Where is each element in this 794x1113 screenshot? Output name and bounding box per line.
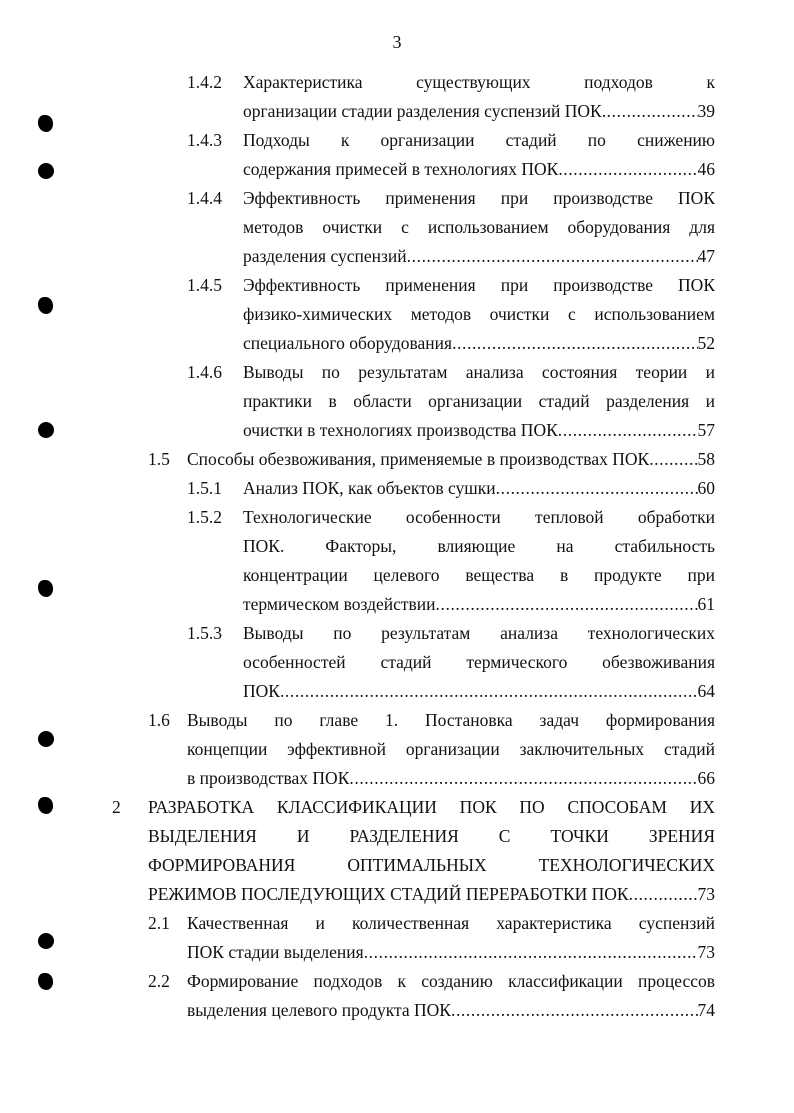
toc-entry-number: 1.6 bbox=[148, 710, 170, 730]
toc-entry-page: 74 bbox=[697, 1000, 715, 1020]
toc-entry-number: 1.5.2 bbox=[187, 507, 222, 527]
dot-leader bbox=[602, 97, 698, 126]
toc-entry-title-line: концентрации целевого вещества в продукте при bbox=[243, 565, 715, 585]
toc-entry[interactable] bbox=[0, 503, 794, 619]
toc-entry-title-line: физико-химических методов очистки с использованием bbox=[243, 304, 715, 324]
dot-leader bbox=[558, 155, 697, 184]
page-number: 3 bbox=[392, 32, 402, 52]
toc-entry-title-line: Анализ ПОК, как объектов сушки bbox=[243, 478, 496, 498]
toc-entry-title-line: Выводы по результатам анализа состояния теории и bbox=[243, 362, 715, 382]
toc-entry-number: 2.1 bbox=[148, 913, 170, 933]
toc-entry-page: 52 bbox=[697, 333, 715, 353]
toc-entry-page: 60 bbox=[697, 478, 715, 498]
toc-entry[interactable] bbox=[0, 184, 794, 271]
toc-entry-title-line: содержания примесей в технологиях ПОК bbox=[243, 159, 559, 179]
toc-entry-page: 58 bbox=[697, 449, 715, 469]
toc-entry-title-line: ПОК bbox=[243, 681, 280, 701]
toc-entry-title-line: ПОК. Факторы, влияющие на стабильность bbox=[243, 536, 715, 556]
toc-entry-title-line: Эффективность применения при производстве ПОК bbox=[243, 275, 715, 295]
toc-entry-title-line: РЕЖИМОВ ПОСЛЕДУЮЩИХ СТАДИЙ ПЕРЕРАБОТКИ ПОК bbox=[148, 884, 629, 904]
toc-entry-title-line: Выводы по результатам анализа технологических bbox=[243, 623, 715, 643]
toc-entry-title-line: Эффективность применения при производстве ПОК bbox=[243, 188, 715, 208]
dot-leader bbox=[436, 590, 698, 619]
toc-entry-title-line: РАЗРАБОТКА КЛАССИФИКАЦИИ ПОК ПО СПОСОБАМ ИХ bbox=[148, 797, 715, 817]
toc-entry-title-line: выделения целевого продукта ПОК bbox=[187, 1000, 451, 1020]
toc-entry-page: 73 bbox=[697, 884, 715, 904]
toc-entry[interactable] bbox=[0, 793, 794, 909]
toc-entry-title-line: Формирование подходов к созданию классификации процессов bbox=[187, 971, 715, 991]
toc-entry-title-line: практики в области организации стадий разделения и bbox=[243, 391, 715, 411]
dot-leader bbox=[496, 474, 698, 503]
toc-entry[interactable] bbox=[0, 967, 794, 1025]
toc-entry-number: 1.4.4 bbox=[187, 188, 222, 208]
toc-entry-number: 1.4.5 bbox=[187, 275, 222, 295]
toc-entry-title-line: Характеристика существующих подходов к bbox=[243, 72, 715, 92]
toc-entry-title-line: в производствах ПОК bbox=[187, 768, 350, 788]
toc-entry-title-line: Качественная и количественная характеристика суспензий bbox=[187, 913, 715, 933]
toc-entry-page: 73 bbox=[697, 942, 715, 962]
toc-entry[interactable] bbox=[0, 271, 794, 358]
toc-entry-title-line: методов очистки с использованием оборудования для bbox=[243, 217, 715, 237]
toc-entry-number: 1.5 bbox=[148, 449, 170, 469]
toc-entry-number: 1.4.6 bbox=[187, 362, 222, 382]
toc-entry-number: 1.4.2 bbox=[187, 72, 222, 92]
toc-entry-title-line: термическом воздействии bbox=[243, 594, 436, 614]
toc-entry-title-line: очистки в технологиях производства ПОК bbox=[243, 420, 558, 440]
toc-entry-title-line: ФОРМИРОВАНИЯ ОПТИМАЛЬНЫХ ТЕХНОЛОГИЧЕСКИХ bbox=[148, 855, 715, 875]
toc-entry-title-line: особенностей стадий термического обезвоживания bbox=[243, 652, 715, 672]
toc-entry-number: 2.2 bbox=[148, 971, 170, 991]
dot-leader bbox=[407, 242, 698, 271]
toc-entry[interactable] bbox=[0, 474, 794, 503]
toc-entry-title-line: разделения суспензий bbox=[243, 246, 407, 266]
toc-entry-title-line: Способы обезвоживания, применяемые в производствах ПОК bbox=[187, 449, 650, 469]
toc-entry-page: 57 bbox=[697, 420, 715, 440]
toc-entry[interactable] bbox=[0, 126, 794, 184]
toc-entry-title-line: Подходы к организации стадий по снижению bbox=[243, 130, 715, 150]
toc-entry[interactable] bbox=[0, 909, 794, 967]
toc-entry-title-line: Технологические особенности тепловой обработки bbox=[243, 507, 715, 527]
dot-leader bbox=[364, 938, 698, 967]
toc-entry-title-line: концепции эффективной организации заключительных стадий bbox=[187, 739, 715, 759]
dot-leader bbox=[629, 880, 698, 909]
dot-leader bbox=[451, 996, 698, 1025]
toc-entry-number: 1.4.3 bbox=[187, 130, 222, 150]
toc-entry-title-line: ПОК стадии выделения bbox=[187, 942, 364, 962]
toc-entry-title-line: специального оборудования bbox=[243, 333, 453, 353]
toc-entry[interactable] bbox=[0, 706, 794, 793]
dot-leader bbox=[558, 416, 698, 445]
toc-entry-number: 1.5.3 bbox=[187, 623, 222, 643]
toc-entry-page: 46 bbox=[697, 159, 715, 179]
dot-leader bbox=[452, 329, 697, 358]
dot-leader bbox=[280, 677, 698, 706]
toc-entry[interactable] bbox=[0, 68, 794, 126]
dot-leader bbox=[649, 445, 697, 474]
table-of-contents bbox=[0, 68, 794, 1025]
toc-entry-page: 61 bbox=[697, 594, 715, 614]
toc-entry[interactable] bbox=[0, 445, 794, 474]
toc-entry-title-line: ВЫДЕЛЕНИЯ И РАЗДЕЛЕНИЯ С ТОЧКИ ЗРЕНИЯ bbox=[148, 826, 715, 846]
toc-entry-title-line: организации стадии разделения суспензий ПОК bbox=[243, 101, 602, 121]
toc-entry[interactable] bbox=[0, 358, 794, 445]
toc-entry[interactable] bbox=[0, 619, 794, 706]
toc-entry-title-line: Выводы по главе 1. Постановка задач формирования bbox=[187, 710, 715, 730]
dot-leader bbox=[349, 764, 697, 793]
toc-entry-page: 66 bbox=[697, 768, 715, 788]
toc-entry-page: 39 bbox=[697, 101, 715, 121]
toc-entry-number: 2 bbox=[112, 797, 121, 817]
toc-entry-page: 47 bbox=[697, 246, 715, 266]
toc-entry-page: 64 bbox=[697, 681, 715, 701]
toc-entry-number: 1.5.1 bbox=[187, 478, 222, 498]
